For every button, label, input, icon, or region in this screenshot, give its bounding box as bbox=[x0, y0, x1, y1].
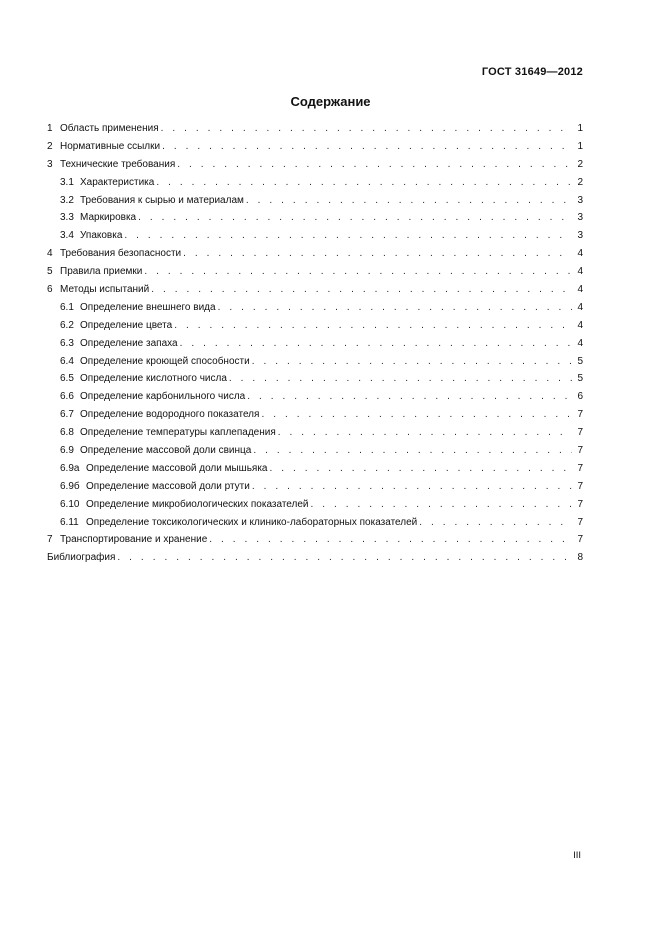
toc-entry-label: Определение токсикологических и клинико-лабораторных показателей bbox=[86, 516, 418, 528]
toc-entry-3[interactable] bbox=[47, 156, 583, 174]
dot-leader bbox=[252, 353, 572, 371]
toc-entry-number: 3.3 bbox=[60, 212, 74, 224]
toc-entry-page: 5 bbox=[577, 373, 583, 385]
toc-entry-page: 4 bbox=[577, 266, 583, 278]
toc-entry-number: 5 bbox=[47, 266, 53, 278]
dot-leader bbox=[278, 424, 572, 442]
toc-entry-number: 4 bbox=[47, 248, 53, 260]
toc-entry-label: Библиография bbox=[47, 552, 116, 564]
toc-entry-label: Транспортирование и хранение bbox=[60, 534, 208, 546]
dot-leader bbox=[183, 245, 572, 263]
standard-number: ГОСТ 31649—2012 bbox=[481, 66, 583, 78]
toc-entry-6-4[interactable] bbox=[47, 353, 583, 371]
toc-entry-number: 6.1 bbox=[60, 301, 74, 313]
toc-entry-6-11[interactable] bbox=[47, 514, 583, 532]
toc-entry-5[interactable] bbox=[47, 263, 583, 281]
toc-entry-6-8[interactable] bbox=[47, 424, 583, 442]
dot-leader bbox=[252, 478, 572, 496]
toc-entry-bibliography[interactable] bbox=[47, 549, 583, 567]
toc-entry-page: 7 bbox=[577, 498, 583, 510]
dot-leader bbox=[162, 138, 572, 156]
toc-entry-label: Маркировка bbox=[80, 212, 137, 224]
toc-entry-label: Определение кислотного числа bbox=[80, 373, 227, 385]
toc-entry-6-9b[interactable] bbox=[47, 478, 583, 496]
toc-entry-number: 6.8 bbox=[60, 427, 74, 439]
toc-entry-1[interactable] bbox=[47, 120, 583, 138]
toc-entry-label: Определение карбонильного числа bbox=[80, 391, 246, 403]
toc-entry-page: 4 bbox=[577, 319, 583, 331]
dot-leader bbox=[261, 406, 572, 424]
toc-entry-number: 6.9а bbox=[60, 462, 80, 474]
toc-entry-page: 7 bbox=[577, 516, 583, 528]
toc-entry-page: 4 bbox=[577, 337, 583, 349]
toc-entry-3-1[interactable] bbox=[47, 174, 583, 192]
dot-leader bbox=[144, 263, 572, 281]
toc-entry-6[interactable] bbox=[47, 281, 583, 299]
toc-entry-6-6[interactable] bbox=[47, 388, 583, 406]
toc-entry-6-10[interactable] bbox=[47, 496, 583, 514]
toc-entry-7[interactable] bbox=[47, 531, 583, 549]
dot-leader bbox=[247, 388, 572, 406]
toc-entry-label: Упаковка bbox=[80, 230, 123, 242]
toc-entry-label: Определение запаха bbox=[80, 337, 178, 349]
toc-entry-3-3[interactable] bbox=[47, 209, 583, 227]
toc-entry-label: Определение внешнего вида bbox=[80, 301, 216, 313]
toc-entry-page: 1 bbox=[577, 123, 583, 134]
toc-entry-page: 6 bbox=[577, 391, 583, 403]
toc-entry-page: 3 bbox=[577, 212, 583, 224]
dot-leader bbox=[209, 531, 572, 549]
toc-entry-number: 6.6 bbox=[60, 391, 74, 403]
toc-entry-label: Определение массовой доли свинца bbox=[80, 445, 252, 457]
toc-entry-page: 8 bbox=[577, 552, 583, 564]
toc-entry-number: 6.5 bbox=[60, 373, 74, 385]
toc-entry-page: 4 bbox=[577, 248, 583, 260]
dot-leader bbox=[174, 317, 572, 335]
toc-entry-3-4[interactable] bbox=[47, 227, 583, 245]
toc-entry-4[interactable] bbox=[47, 245, 583, 263]
toc-entry-page: 4 bbox=[577, 284, 583, 296]
dot-leader bbox=[161, 120, 572, 138]
toc-entry-number: 2 bbox=[47, 140, 53, 152]
toc-entry-label: Требования к сырью и материалам bbox=[80, 194, 244, 206]
toc-entry-label: Технические требования bbox=[60, 158, 176, 170]
toc-entry-page: 3 bbox=[577, 230, 583, 242]
toc-entry-page: 7 bbox=[577, 427, 583, 439]
toc-entry-page: 5 bbox=[577, 355, 583, 367]
toc-entry-label: Правила приемки bbox=[60, 266, 143, 278]
dot-leader bbox=[124, 227, 572, 245]
dot-leader bbox=[311, 496, 573, 514]
dot-leader bbox=[419, 514, 572, 532]
toc-entry-6-9[interactable] bbox=[47, 442, 583, 460]
toc-entry-number: 6.7 bbox=[60, 409, 74, 421]
dot-leader bbox=[269, 460, 572, 478]
toc-entry-number: 6.11 bbox=[60, 516, 79, 528]
toc-entry-label: Определение водородного показателя bbox=[80, 409, 260, 421]
toc-entry-number: 6 bbox=[47, 284, 53, 296]
toc-entry-number: 3.1 bbox=[60, 176, 74, 188]
toc-entry-number: 1 bbox=[47, 123, 53, 134]
toc-entry-number: 7 bbox=[47, 534, 53, 546]
toc-entry-number: 6.10 bbox=[60, 498, 80, 510]
toc-entry-6-5[interactable] bbox=[47, 370, 583, 388]
dot-leader bbox=[177, 156, 572, 174]
toc-entry-page: 7 bbox=[577, 534, 583, 546]
dot-leader bbox=[246, 192, 572, 210]
dot-leader bbox=[138, 209, 572, 227]
toc-entry-page: 3 bbox=[577, 194, 583, 206]
page-number: III bbox=[573, 850, 581, 861]
toc-entry-6-9a[interactable] bbox=[47, 460, 583, 478]
toc-entry-page: 7 bbox=[577, 480, 583, 492]
toc-entry-page: 1 bbox=[577, 140, 583, 152]
toc-entry-number: 6.3 bbox=[60, 337, 74, 349]
dot-leader bbox=[253, 442, 572, 460]
toc-entry-page: 2 bbox=[577, 158, 583, 170]
toc-entry-page: 7 bbox=[577, 462, 583, 474]
dot-leader bbox=[151, 281, 572, 299]
toc-entry-2[interactable] bbox=[47, 138, 583, 156]
dot-leader bbox=[218, 299, 572, 317]
toc-entry-page: 4 bbox=[577, 301, 583, 313]
toc-entry-number: 3.2 bbox=[60, 194, 74, 206]
toc-entry-6-2[interactable] bbox=[47, 317, 583, 335]
dot-leader bbox=[180, 335, 572, 353]
toc-entry-number: 6.2 bbox=[60, 319, 74, 331]
toc-entry-3-2[interactable] bbox=[47, 192, 583, 210]
toc-entry-6-3[interactable] bbox=[47, 335, 583, 353]
toc-entry-label: Определение цвета bbox=[80, 319, 173, 331]
dot-leader bbox=[229, 370, 572, 388]
toc-entry-label: Определение микробиологических показателей bbox=[86, 498, 309, 510]
toc-entry-label: Определение массовой доли ртути bbox=[86, 480, 250, 492]
dot-leader bbox=[156, 174, 572, 192]
toc-entry-page: 7 bbox=[577, 409, 583, 421]
toc-entry-label: Характеристика bbox=[80, 176, 155, 188]
toc-entry-number: 3.4 bbox=[60, 230, 74, 242]
toc-entry-number: 6.9 bbox=[60, 445, 74, 457]
toc-entry-number: 3 bbox=[47, 158, 53, 170]
toc-entry-6-1[interactable] bbox=[47, 299, 583, 317]
toc-entry-label: Определение температуры каплепадения bbox=[80, 427, 276, 439]
dot-leader bbox=[117, 549, 572, 567]
toc-entry-number: 6.9б bbox=[60, 480, 80, 492]
toc-entry-label: Определение массовой доли мышьяка bbox=[86, 462, 268, 474]
toc-entry-label: Методы испытаний bbox=[60, 284, 150, 296]
toc-entry-label: Область применения bbox=[60, 123, 159, 134]
toc-entry-label: Нормативные ссылки bbox=[60, 140, 161, 152]
toc-entry-6-7[interactable] bbox=[47, 406, 583, 424]
toc-entry-page: 2 bbox=[577, 176, 583, 188]
toc-entry-number: 6.4 bbox=[60, 355, 74, 367]
toc-title: Содержание bbox=[290, 94, 371, 109]
toc-entry-label: Требования безопасности bbox=[60, 248, 182, 260]
toc-entry-page: 7 bbox=[577, 445, 583, 457]
toc-entry-label: Определение кроющей способности bbox=[80, 355, 250, 367]
table-of-contents bbox=[47, 120, 583, 567]
